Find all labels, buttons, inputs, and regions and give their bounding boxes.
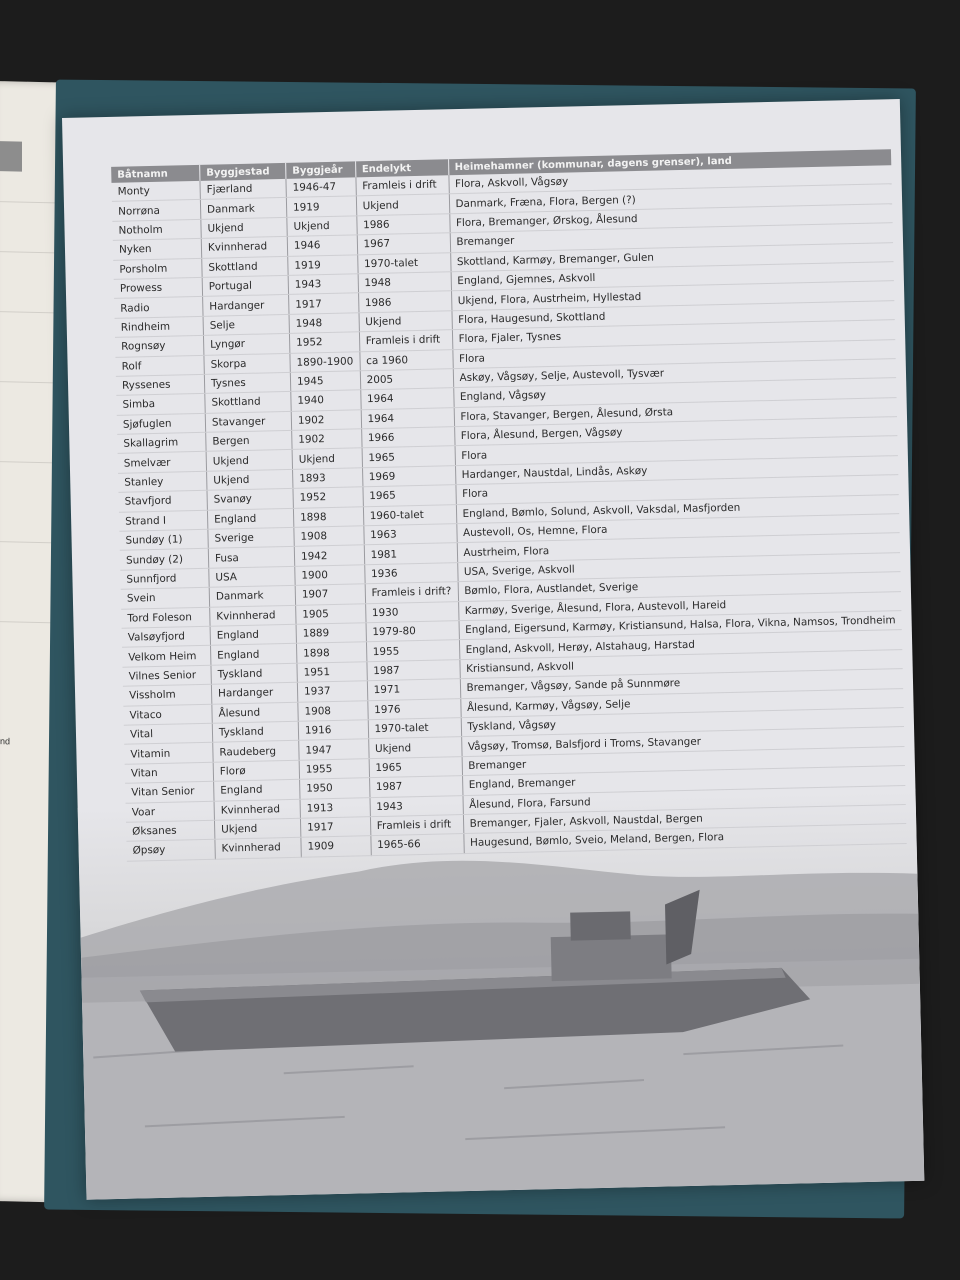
left-page-rule bbox=[0, 381, 55, 383]
cell-home-ports: Bremanger bbox=[450, 223, 893, 252]
cell-boat-name: Vitaco bbox=[123, 704, 212, 725]
cell-home-ports: Ukjend, Flora, Austrheim, Hyllestad bbox=[451, 281, 894, 310]
cell-build-year: 1916 bbox=[298, 720, 368, 741]
cell-build-place: Fusa bbox=[208, 547, 294, 568]
cell-boat-name: Porsholm bbox=[113, 258, 202, 279]
cell-build-place: Ukjend bbox=[201, 217, 287, 238]
cell-build-year: Ukjend bbox=[287, 216, 357, 237]
cell-boat-name: Norrøna bbox=[112, 200, 201, 221]
cell-home-ports: Haugesund, Bømlo, Sveio, Meland, Bergen, Flora bbox=[463, 824, 906, 853]
cell-build-place: Ukjend bbox=[206, 450, 292, 471]
cell-fate: 1965 bbox=[363, 485, 456, 506]
cell-fate: 1964 bbox=[360, 388, 453, 409]
cell-build-place: Lyngør bbox=[203, 334, 289, 355]
cell-fate: 1964 bbox=[361, 407, 454, 428]
cell-boat-name: Tord Foleson bbox=[121, 607, 210, 628]
cell-build-year: 1898 bbox=[296, 642, 366, 663]
cell-home-ports: Bremanger bbox=[462, 746, 905, 775]
cell-boat-name: Øpsøy bbox=[126, 839, 215, 860]
cell-home-ports: Flora, Bremanger, Ørskog, Ålesund bbox=[449, 203, 892, 232]
cell-build-place: Ålesund bbox=[212, 702, 298, 723]
cell-fate: 1965 bbox=[362, 446, 455, 467]
cell-build-place: Danmark bbox=[209, 586, 295, 607]
cell-fate: Ukjend bbox=[356, 194, 449, 215]
cell-build-place: Hardanger bbox=[203, 295, 289, 316]
cell-build-place: Kvinnherad bbox=[214, 799, 300, 820]
cell-build-place: Tyskland bbox=[212, 721, 298, 742]
column-header-fate: Endelykt bbox=[355, 159, 448, 177]
cell-home-ports: England, Gjemnes, Askvoll bbox=[451, 262, 894, 291]
cell-build-place: Skottland bbox=[205, 392, 291, 413]
cell-build-year: 1902 bbox=[292, 429, 362, 450]
cell-build-year: 1940 bbox=[291, 390, 361, 411]
cell-fate: Framleis i drift bbox=[356, 175, 449, 196]
cell-fate: 1930 bbox=[365, 601, 458, 622]
cell-home-ports: Askøy, Vågsøy, Selje, Austevoll, Tysvær bbox=[453, 359, 896, 388]
book-page bbox=[62, 99, 924, 1200]
cell-home-ports: Bømlo, Flora, Austlandet, Sverige bbox=[458, 572, 901, 601]
column-header-home-ports: Heimehamner (kommunar, dagens grenser), land bbox=[448, 149, 891, 175]
cell-build-year: 1945 bbox=[290, 371, 360, 392]
cell-fate: 1987 bbox=[367, 659, 460, 680]
cell-fate: Framleis i drift bbox=[359, 330, 452, 351]
cell-home-ports: Flora bbox=[455, 475, 898, 504]
cell-boat-name: Ryssenes bbox=[116, 374, 205, 395]
cell-boat-name: Radio bbox=[114, 297, 203, 318]
cell-fate: 1969 bbox=[362, 466, 455, 487]
cell-fate: Framleis i drift bbox=[370, 814, 463, 835]
cell-fate: 2005 bbox=[360, 369, 453, 390]
cell-home-ports: England, Bremanger bbox=[462, 766, 905, 795]
cell-build-place: Fjærland bbox=[200, 179, 286, 200]
left-page-rule bbox=[0, 251, 55, 253]
left-page-text-fragment: nd bbox=[0, 736, 11, 747]
table-body bbox=[111, 165, 906, 861]
cell-fate: Framleis i drift? bbox=[365, 582, 458, 603]
cell-build-place: Florø bbox=[213, 760, 299, 781]
cell-boat-name: Nyken bbox=[113, 239, 202, 260]
cell-build-place: Ukjend bbox=[214, 818, 300, 839]
cell-build-year: 1907 bbox=[295, 584, 365, 605]
cell-home-ports: Ålesund, Karmøy, Vågsøy, Selje bbox=[460, 688, 903, 717]
cell-home-ports: Austrheim, Flora bbox=[457, 533, 900, 562]
cell-build-place: Kvinnherad bbox=[201, 237, 287, 258]
cell-fate: 1971 bbox=[367, 679, 460, 700]
cell-build-year: 1893 bbox=[293, 468, 363, 489]
cell-build-place: Svanøy bbox=[207, 489, 293, 510]
cell-boat-name: Velkom Heim bbox=[122, 646, 211, 667]
cell-home-ports: England, Askvoll, Herøy, Alstahaug, Harstad bbox=[459, 630, 902, 659]
cell-build-year: 1908 bbox=[294, 526, 364, 547]
left-page-rule bbox=[0, 621, 55, 623]
cell-boat-name: Simba bbox=[116, 394, 205, 415]
cell-fate: 1986 bbox=[356, 214, 449, 235]
cell-build-year: 1919 bbox=[286, 196, 356, 217]
cell-build-year: 1937 bbox=[297, 681, 367, 702]
cell-home-ports: Kristiansund, Askvoll bbox=[459, 649, 902, 678]
cell-boat-name: Sjøfuglen bbox=[117, 413, 206, 434]
cell-boat-name: Voar bbox=[126, 801, 215, 822]
cell-boat-name: Monty bbox=[111, 181, 200, 202]
cell-build-place: Skorpa bbox=[204, 353, 290, 374]
cell-build-year: 1909 bbox=[301, 836, 371, 857]
cell-build-place: Raudeberg bbox=[213, 741, 299, 762]
cell-boat-name: Sunnfjord bbox=[120, 568, 209, 589]
cell-fate: 1948 bbox=[358, 272, 451, 293]
cell-home-ports: Bremanger, Fjaler, Askvoll, Naustdal, Bergen bbox=[463, 804, 906, 833]
cell-home-ports: Bremanger, Vågsøy, Sande på Sunnmøre bbox=[460, 669, 903, 698]
cell-build-place: Skottland bbox=[202, 256, 288, 277]
cell-build-place: Sverige bbox=[208, 527, 294, 548]
cell-home-ports: Flora bbox=[455, 436, 898, 465]
cell-boat-name: Sundøy (1) bbox=[119, 529, 208, 550]
cell-build-year: 1908 bbox=[298, 700, 368, 721]
left-page-rule bbox=[0, 311, 55, 313]
column-header-build-year: Byggjeår bbox=[286, 161, 356, 179]
cell-build-year: 1917 bbox=[289, 293, 359, 314]
cell-home-ports: Ålesund, Flora, Farsund bbox=[462, 785, 905, 814]
cell-fate: 1963 bbox=[363, 524, 456, 545]
cell-boat-name: Strand I bbox=[119, 510, 208, 531]
left-page-rule bbox=[0, 541, 55, 543]
cell-build-place: Ukjend bbox=[207, 469, 293, 490]
cell-home-ports: Flora bbox=[452, 339, 895, 368]
cell-build-year: 1955 bbox=[299, 758, 369, 779]
cell-build-year: 1913 bbox=[300, 797, 370, 818]
cell-build-place: England bbox=[211, 644, 297, 665]
cell-fate: 1981 bbox=[364, 543, 457, 564]
cell-fate: ca 1960 bbox=[360, 349, 453, 370]
cell-build-year: 1947 bbox=[299, 739, 369, 760]
cell-boat-name: Øksanes bbox=[126, 820, 215, 841]
cell-build-place: Danmark bbox=[200, 198, 286, 219]
cell-home-ports: Austevoll, Os, Hemne, Flora bbox=[456, 514, 899, 543]
cell-build-year: 1917 bbox=[300, 817, 370, 838]
cell-build-place: USA bbox=[209, 566, 295, 587]
cell-fate: 1987 bbox=[369, 776, 462, 797]
cell-build-year: 1890-1900 bbox=[290, 351, 360, 372]
cell-fate: 1970-talet bbox=[357, 252, 450, 273]
cell-boat-name: Skallagrim bbox=[117, 432, 206, 453]
cell-build-year: Ukjend bbox=[292, 448, 362, 469]
cell-fate: 1979-80 bbox=[366, 621, 459, 642]
cell-home-ports: Flora, Fjaler, Tysnes bbox=[452, 320, 895, 349]
cell-build-year: 1946-47 bbox=[286, 177, 356, 197]
cell-boat-name: Svein bbox=[121, 587, 210, 608]
cell-home-ports: Vågsøy, Tromsø, Balsfjord i Troms, Stavanger bbox=[461, 727, 904, 756]
cell-boat-name: Valsøyfjord bbox=[122, 626, 211, 647]
cell-build-place: Tysnes bbox=[204, 372, 290, 393]
cell-boat-name: Stavfjord bbox=[119, 491, 208, 512]
cell-fate: 1965 bbox=[369, 756, 462, 777]
cell-home-ports: USA, Sverige, Askvoll bbox=[457, 552, 900, 581]
cell-boat-name: Vital bbox=[124, 723, 213, 744]
cell-fate: 1955 bbox=[366, 640, 459, 661]
cell-build-year: 1946 bbox=[287, 235, 357, 256]
cell-home-ports: England, Eigersund, Karmøy, Kristiansund, Halsa, Flora, Vikna, Namsos, Trondheim bbox=[459, 611, 902, 640]
cell-fate: 1970-talet bbox=[368, 718, 461, 739]
cell-boat-name: Vitan bbox=[125, 762, 214, 783]
cell-build-year: 1919 bbox=[288, 254, 358, 275]
column-header-boat-name: Båtnamn bbox=[111, 165, 200, 183]
cell-boat-name: Vissholm bbox=[123, 684, 212, 705]
cell-fate: 1966 bbox=[361, 427, 454, 448]
left-page-header-band bbox=[0, 141, 22, 171]
cell-home-ports: Skottland, Karmøy, Bremanger, Gulen bbox=[450, 242, 893, 271]
cell-home-ports: Hardanger, Naustdal, Lindås, Askøy bbox=[455, 455, 898, 484]
cell-fate: 1965-66 bbox=[371, 834, 464, 855]
cell-boat-name: Sundøy (2) bbox=[120, 549, 209, 570]
cell-build-place: England bbox=[210, 624, 296, 645]
cell-fate: 1967 bbox=[357, 233, 450, 254]
cell-boat-name: Rognsøy bbox=[115, 335, 204, 356]
cell-boat-name: Prowess bbox=[114, 277, 203, 298]
cell-build-year: 1942 bbox=[294, 545, 364, 566]
cell-build-place: Stavanger bbox=[205, 411, 291, 432]
cell-boat-name: Rolf bbox=[115, 355, 204, 376]
cell-build-place: Portugal bbox=[202, 275, 288, 296]
cell-build-place: Kvinnherad bbox=[210, 605, 296, 626]
cell-home-ports: England, Bømlo, Solund, Askvoll, Vaksdal, Masfjorden bbox=[456, 494, 899, 523]
cell-build-year: 1952 bbox=[289, 332, 359, 353]
cell-fate: 1960-talet bbox=[363, 504, 456, 525]
cell-boat-name: Stanley bbox=[118, 471, 207, 492]
left-page-rule bbox=[0, 461, 55, 463]
cell-fate: 1986 bbox=[358, 291, 451, 312]
cell-build-year: 1889 bbox=[296, 623, 366, 644]
cell-build-place: Hardanger bbox=[211, 682, 297, 703]
cell-home-ports: Tyskland, Vågsøy bbox=[461, 707, 904, 736]
cell-boat-name: Notholm bbox=[112, 219, 201, 240]
cell-build-place: England bbox=[214, 779, 300, 800]
cell-build-place: Kvinnherad bbox=[215, 838, 301, 859]
cell-home-ports: England, Vågsøy bbox=[453, 378, 896, 407]
cell-home-ports: Flora, Stavanger, Bergen, Ålesund, Ørsta bbox=[454, 397, 897, 426]
boat-register-table bbox=[111, 149, 906, 861]
cell-boat-name: Vilnes Senior bbox=[122, 665, 211, 686]
cell-build-year: 1943 bbox=[288, 274, 358, 295]
cell-build-place: England bbox=[207, 508, 293, 529]
cell-fate: 1936 bbox=[364, 562, 457, 583]
column-header-build-place: Byggjestad bbox=[200, 163, 286, 181]
cell-boat-name: Vitamin bbox=[124, 743, 213, 764]
cell-home-ports: Flora, Haugesund, Skottland bbox=[451, 300, 894, 329]
cell-build-place: Bergen bbox=[206, 430, 292, 451]
cell-home-ports: Flora, Askvoll, Vågsøy bbox=[448, 165, 891, 194]
cell-fate: Ukjend bbox=[359, 310, 452, 331]
cell-build-year: 1902 bbox=[291, 409, 361, 430]
cell-boat-name: Smelvær bbox=[118, 452, 207, 473]
cell-boat-name: Rindheim bbox=[115, 316, 204, 337]
cell-build-year: 1951 bbox=[297, 661, 367, 682]
cell-fate: Ukjend bbox=[368, 737, 461, 758]
cell-home-ports: Karmøy, Sverige, Ålesund, Flora, Austevoll, Hareid bbox=[458, 591, 901, 620]
cell-home-ports: Flora, Ålesund, Bergen, Vågsøy bbox=[454, 417, 897, 446]
cell-home-ports: Danmark, Fræna, Flora, Bergen (?) bbox=[449, 184, 892, 213]
cell-build-year: 1950 bbox=[300, 778, 370, 799]
cell-build-year: 1952 bbox=[293, 487, 363, 508]
cell-build-place: Tyskland bbox=[211, 663, 297, 684]
cell-build-year: 1905 bbox=[296, 603, 366, 624]
cell-fate: 1943 bbox=[370, 795, 463, 816]
cell-fate: 1976 bbox=[367, 698, 460, 719]
cell-build-year: 1948 bbox=[289, 313, 359, 334]
cell-boat-name: Vitan Senior bbox=[125, 781, 214, 802]
cell-build-year: 1900 bbox=[295, 565, 365, 586]
cell-build-place: Selje bbox=[203, 314, 289, 335]
cell-build-year: 1898 bbox=[293, 506, 363, 527]
left-page-rule bbox=[0, 201, 55, 203]
